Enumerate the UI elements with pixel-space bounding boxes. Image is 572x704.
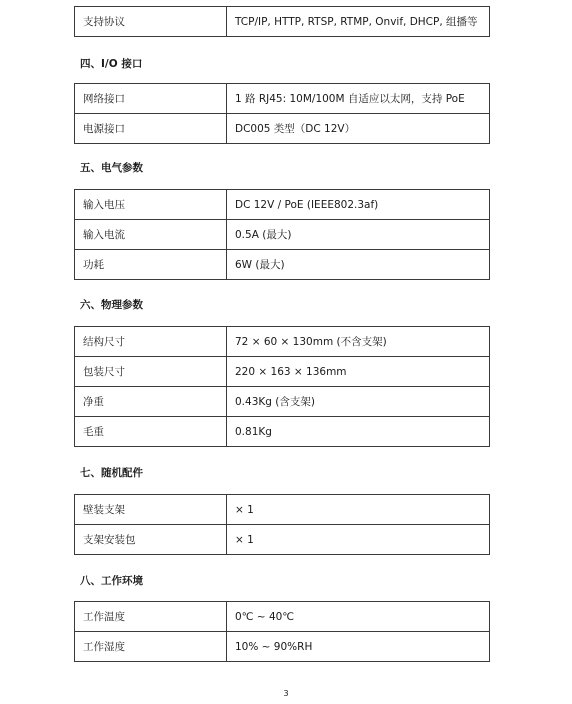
table-row xyxy=(75,84,490,114)
spec-value: 0℃ ~ 40℃ xyxy=(227,602,490,632)
table-row xyxy=(75,7,490,37)
table-row xyxy=(75,417,490,447)
spec-value: DC 12V / PoE (IEEE802.3af) xyxy=(227,190,490,220)
section-heading-accessories: 七、随机配件 xyxy=(80,467,143,479)
section-heading-environment: 八、工作环境 xyxy=(80,575,143,587)
table-row xyxy=(75,387,490,417)
io-table xyxy=(74,83,490,144)
spec-value: TCP/IP, HTTP, RTSP, RTMP, Onvif, DHCP, 组播等 xyxy=(227,7,490,37)
spec-key: 毛重 xyxy=(75,417,227,447)
section-heading-io: 四、I/O 接口 xyxy=(80,58,143,70)
electrical-table xyxy=(74,189,490,280)
spec-value: 10% ~ 90%RH xyxy=(227,632,490,662)
environment-table xyxy=(74,601,490,662)
spec-key: 输入电压 xyxy=(75,190,227,220)
table-row xyxy=(75,632,490,662)
spec-key: 支架安装包 xyxy=(75,525,227,555)
table-row xyxy=(75,357,490,387)
accessories-table xyxy=(74,494,490,555)
section-heading-electrical: 五、电气参数 xyxy=(80,162,143,174)
table-row xyxy=(75,495,490,525)
table-row xyxy=(75,114,490,144)
spec-value: × 1 xyxy=(227,495,490,525)
spec-key: 工作湿度 xyxy=(75,632,227,662)
spec-value: DC005 类型（DC 12V） xyxy=(227,114,490,144)
spec-key: 结构尺寸 xyxy=(75,327,227,357)
protocol-table xyxy=(74,6,490,37)
spec-key: 网络接口 xyxy=(75,84,227,114)
page-number: 3 xyxy=(283,689,289,698)
spec-key: 功耗 xyxy=(75,250,227,280)
spec-value: 72 × 60 × 130mm (不含支架) xyxy=(227,327,490,357)
table-row xyxy=(75,190,490,220)
spec-value: × 1 xyxy=(227,525,490,555)
spec-key: 净重 xyxy=(75,387,227,417)
table-row xyxy=(75,602,490,632)
table-row xyxy=(75,220,490,250)
spec-key: 电源接口 xyxy=(75,114,227,144)
section-heading-physical: 六、物理参数 xyxy=(80,299,143,311)
spec-value: 1 路 RJ45: 10M/100M 自适应以太网，支持 PoE xyxy=(227,84,490,114)
spec-value: 0.5A (最大) xyxy=(227,220,490,250)
spec-key: 包装尺寸 xyxy=(75,357,227,387)
spec-value: 0.81Kg xyxy=(227,417,490,447)
table-row xyxy=(75,525,490,555)
spec-key: 壁装支架 xyxy=(75,495,227,525)
spec-key: 输入电流 xyxy=(75,220,227,250)
spec-value: 0.43Kg (含支架) xyxy=(227,387,490,417)
spec-value: 220 × 163 × 136mm xyxy=(227,357,490,387)
table-row xyxy=(75,327,490,357)
spec-key: 支持协议 xyxy=(75,7,227,37)
spec-value: 6W (最大) xyxy=(227,250,490,280)
spec-key: 工作温度 xyxy=(75,602,227,632)
physical-table xyxy=(74,326,490,447)
table-row xyxy=(75,250,490,280)
